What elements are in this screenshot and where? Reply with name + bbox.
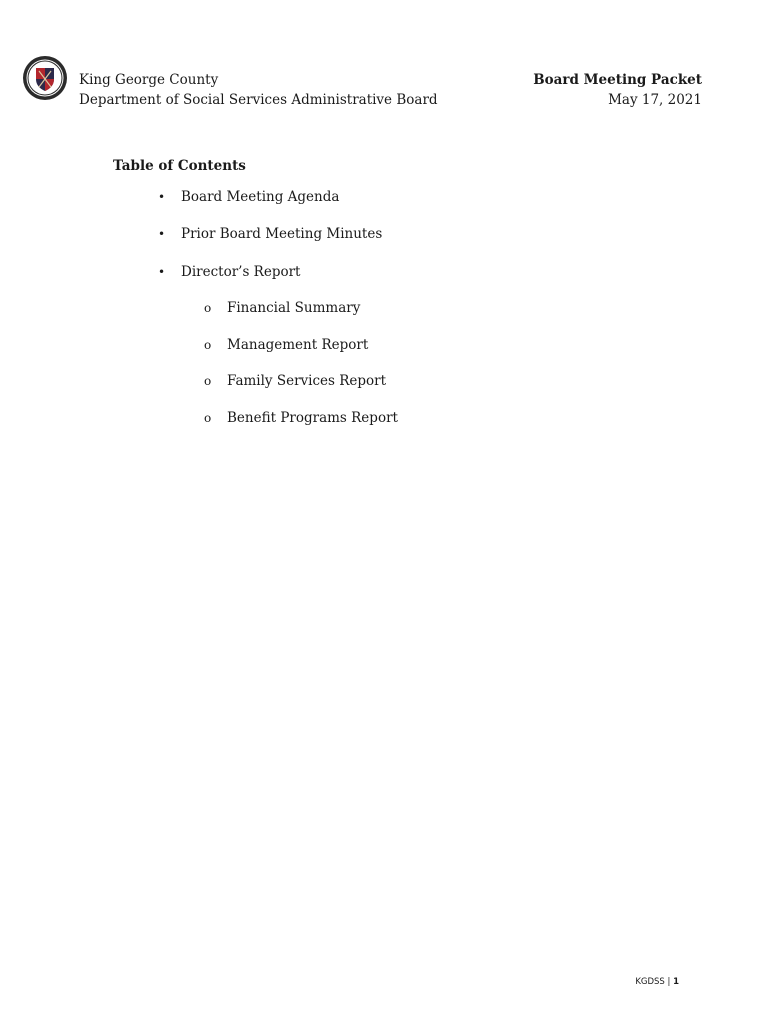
bullet-icon: • <box>158 190 166 204</box>
toc-title: Table of Contents <box>113 158 246 174</box>
toc-subitem-benefit-programs-report <box>204 408 398 428</box>
toc-subitem-label: Benefit Programs Report <box>227 410 398 426</box>
circle-bullet-icon: o <box>204 411 212 425</box>
toc-item-label: Board Meeting Agenda <box>181 189 340 205</box>
header-packet-info <box>533 70 702 110</box>
org-name: King George County <box>79 72 219 88</box>
bullet-icon: • <box>158 265 166 279</box>
toc-subitem-label: Financial Summary <box>227 300 361 316</box>
toc-item-label: Director’s Report <box>181 264 301 280</box>
toc-item-agenda <box>158 187 340 207</box>
board-name: Department of Social Services Administrative Board <box>79 92 438 108</box>
packet-title: Board Meeting Packet <box>533 72 702 88</box>
circle-bullet-icon: o <box>204 301 212 315</box>
toc-subitem-family-services-report <box>204 371 387 391</box>
packet-date: May 17, 2021 <box>608 92 702 108</box>
toc-item-directors-report <box>158 262 301 282</box>
circle-bullet-icon: o <box>204 374 212 388</box>
toc-item-minutes <box>158 224 383 244</box>
county-seal-icon <box>22 55 68 101</box>
page-number: 1 <box>673 977 679 987</box>
footer-label: KGDSS | <box>635 977 671 987</box>
toc-subitem-financial-summary <box>204 298 361 318</box>
toc-item-label: Prior Board Meeting Minutes <box>181 226 383 242</box>
circle-bullet-icon: o <box>204 338 212 352</box>
toc-subitem-label: Management Report <box>227 337 369 353</box>
toc-subitem-label: Family Services Report <box>227 373 387 389</box>
bullet-icon: • <box>158 227 166 241</box>
toc-subitem-management-report <box>204 335 369 355</box>
page-footer <box>635 975 679 989</box>
header-organization <box>79 70 438 110</box>
